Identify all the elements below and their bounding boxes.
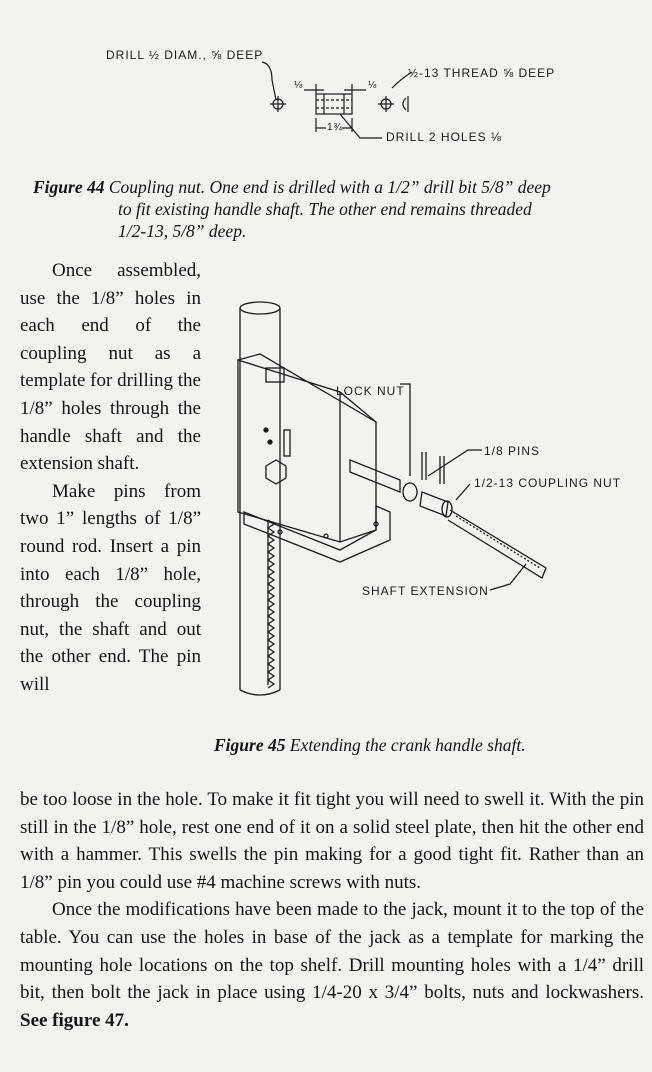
drill-label: DRILL ½ DIAM., ⅝ DEEP — [106, 48, 264, 62]
shaft-extension-label: SHAFT EXTENSION — [362, 584, 489, 598]
caption-line-2: to fit existing handle shaft. The other end remains threaded — [118, 199, 532, 219]
figure-44-drawing — [90, 40, 610, 160]
pins-label: 1/8 PINS — [484, 444, 541, 458]
caption-line-1: Coupling nut. One end is drilled with a 1/2” drill bit 5/8” deep — [108, 177, 551, 197]
paragraph-pins-end: be too loose in the hole. To make it fit tight you will need to swell it. With the pin still in the 1/8” hole, rest one end of it on a solid steel plate, then hit the other end with a hammer. This swells the pin making for a good tight fit. Rather than an 1/8” pin you could use #4 machine screws with nuts. — [20, 789, 644, 893]
holes-label: DRILL 2 HOLES ⅛ — [386, 130, 502, 144]
figure-45-caption-text: Extending the crank handle shaft. — [289, 735, 526, 755]
coupling-nut-label: 1/2-13 COUPLING NUT — [474, 476, 622, 490]
figure-45-drawing — [200, 280, 652, 710]
paragraph-mounting — [20, 896, 644, 1034]
wrapped-text-column — [20, 257, 201, 699]
full-width-text — [20, 786, 644, 1034]
figure-45-caption — [214, 734, 526, 756]
crank-jack-diagram — [200, 280, 652, 710]
mounting-text: Once the modifications have been made to the jack, mount it to the top of the table. You can use the holes in base of the jack as a template for marking the mounting hole locations on the top shelf. Drill mounting holes with a 1/4” drill bit, then bolt the jack in place using 1/4-20 x 3/4” bolts, nuts and lockwashers. — [20, 899, 644, 1004]
paragraph-pins-start: Make pins from two 1” lengths of 1/8” round rod. Insert a pin into each 1/8” hole, through the coupling nut, the shaft and out the other end. The pin will — [20, 480, 201, 695]
dim-left: ⅛ — [294, 80, 304, 91]
paragraph-assembled: Once assembled, use the 1/8” holes in each end of the coupling nut as a template for drilling the 1/8” holes through the handle shaft and the extension shaft. — [20, 260, 201, 475]
figure-44-caption — [33, 176, 652, 242]
figure-45-label: Figure 45 — [214, 735, 286, 755]
dim-length: 1¾ — [327, 122, 343, 133]
dim-right: ⅛ — [368, 80, 378, 91]
thread-label: ½-13 THREAD ⅝ DEEP — [408, 66, 556, 80]
figure-44-label: Figure 44 — [33, 177, 105, 197]
figure-47-reference: See figure 47. — [20, 1009, 129, 1031]
lock-nut-label: LOCK NUT — [336, 384, 405, 398]
caption-line-3: 1/2-13, 5/8” deep. — [118, 221, 247, 241]
